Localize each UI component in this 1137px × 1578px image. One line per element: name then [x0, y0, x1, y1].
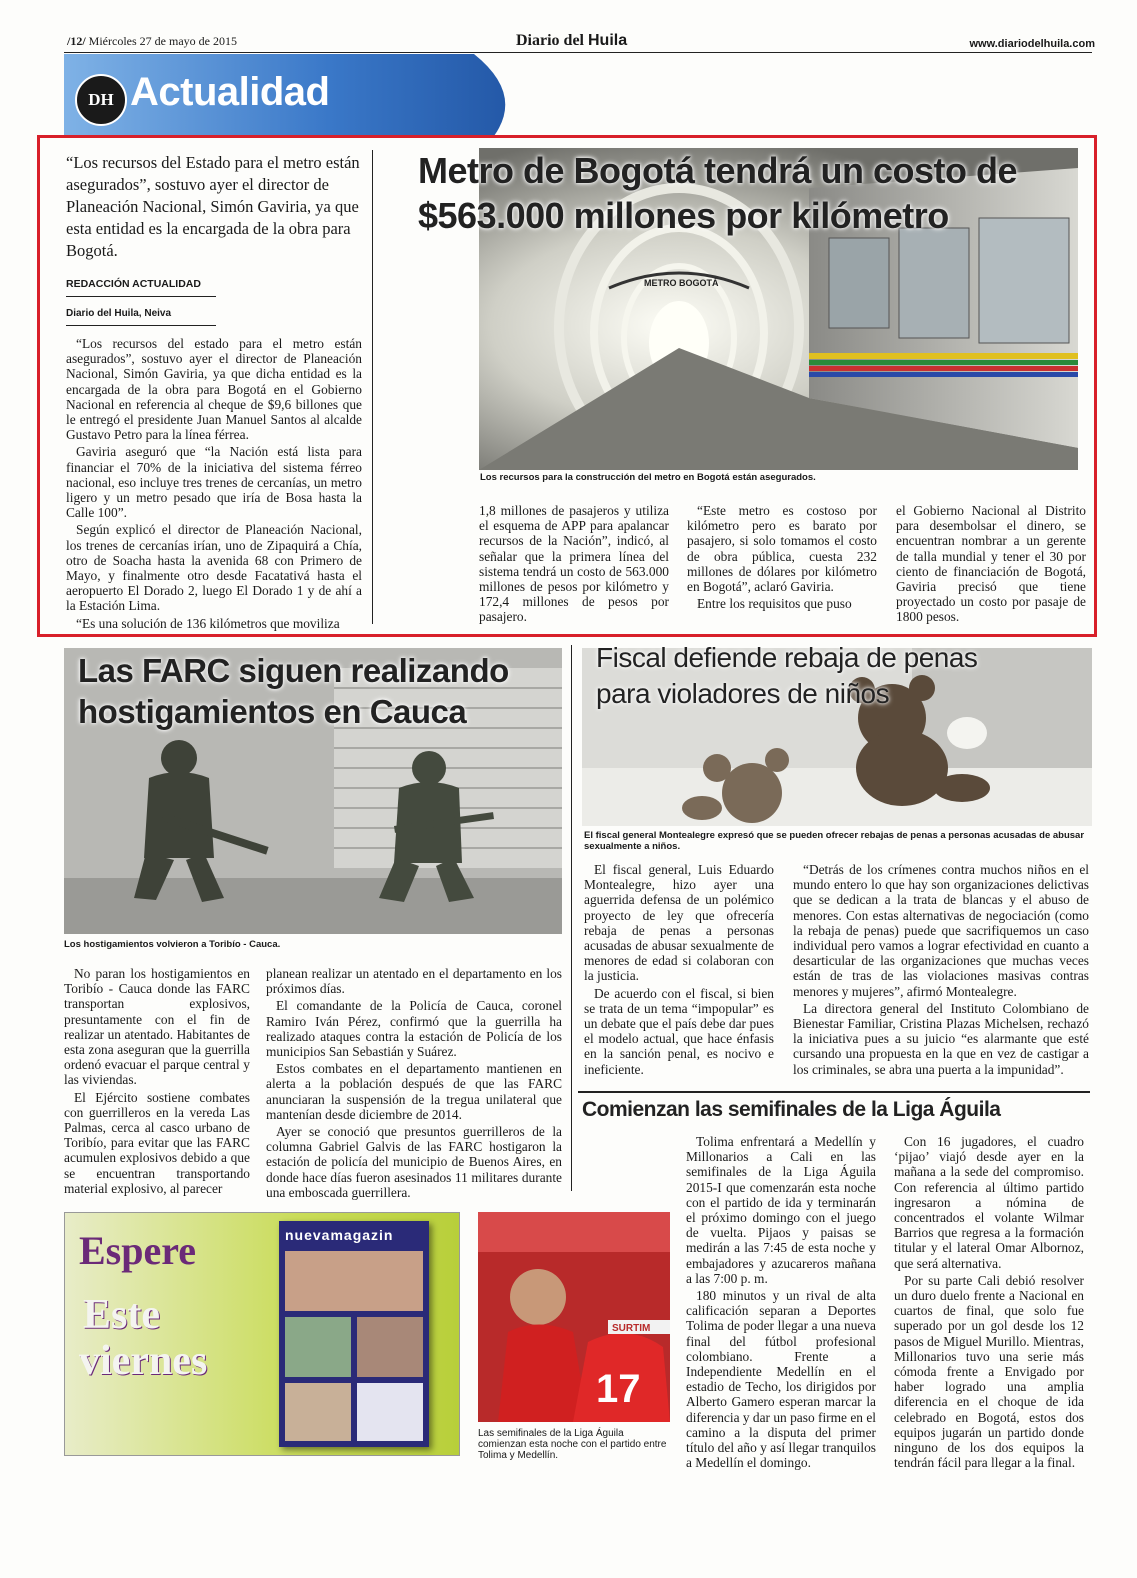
- issue-date: Miércoles 27 de mayo de 2015: [88, 34, 237, 48]
- farc-caption: Los hostigamientos volvieron a Toribío - Cauca.: [64, 939, 281, 950]
- paragraph: El Ejército sostiene combates con guerrilleros en la vereda Las Palmas, cerca al casco urbano de Toribío, para evitar que las FARC acumulen explosivos debido a que se encuentran transportando material explosivo, al parecer: [64, 1089, 250, 1196]
- section-rule: [578, 1091, 1090, 1093]
- farc-headline-line-2: hostigamientos en Cauca: [78, 693, 467, 730]
- paragraph: “Detrás de los crímenes contra muchos niños en el mundo entero lo que hay son organizaciones delictivas que se dedican a la trata de blancas y el abuso de menores. Con estas alternativas de negociación (como la rebaja de penas) puede que sacrifiquemos un caso individual pero vamos a lograr efectividad en cuanto a desarticular de las organizaciones que muchas veces están de tras de las violaciones masivas contras menores y mujeres”, afirmó Montealegre.: [793, 862, 1089, 999]
- train-stripe: [809, 353, 1078, 359]
- train-stripe: [809, 366, 1078, 371]
- cover-photo: [285, 1317, 351, 1377]
- website[interactable]: www.diariodelhuila.com: [969, 38, 1095, 50]
- paragraph: 180 minutos y un rival de alta calificación separan a Deportes Tolima de poder llegar a una nueva final del fútbol profesional colombiano. Frente a Independiente Medellín en el estadio de Techo, los dirigidos por Alberto Gamero esperan marcar la diferencia y dar un paso firme en el camino a la disputa del primer título del año y así llegar tranquilos a Medellín el domingo.: [686, 1288, 876, 1471]
- ad-line-2: Este: [83, 1292, 160, 1338]
- paragraph: “Es una solución de 136 kilómetros que moviliza: [76, 615, 340, 631]
- farc-col-2: [266, 966, 562, 1202]
- paragraph: Gaviria aseguró que “la Nación está lista para financiar el 70% de la iniciativa del sistema férreo nacional, eso incluye tres trenes de cercanías, un metro ligero y un metro pesado que iría de Bosa hasta la Calle 100”.: [66, 444, 362, 521]
- paper-name-bold: Huila: [588, 32, 628, 49]
- diaper: [947, 717, 987, 749]
- train-window: [829, 238, 889, 328]
- metro-deck: “Los recursos del Estado para el metro están asegurados”, sostuvo ayer el director de Planeación Nacional, Simón Gaviria, ya que esta entidad es la encargada de la obra para Bogotá.: [66, 153, 360, 260]
- paragraph: “Los recursos del estado para el metro están asegurados”, sostuvo ayer el director de Planeación Nacional, Simón Gaviria, ya que dicha entidad es la encargada de la obra para Bogotá en el Gobierno Nacional en referencia al cheque de $9,6 billones que le entregó el presidente Juan Manuel Santos al alcalde Gustavo Petro para la línea férrea.: [66, 336, 362, 443]
- football-players-illustration: [478, 1212, 670, 1422]
- paragraph: planean realizar un atentado en el departamento en los próximos días.: [266, 966, 562, 997]
- metro-col-2: [479, 503, 669, 627]
- paragraph: Entre los requisitos que puso: [697, 596, 852, 612]
- liga-col-2: [894, 1134, 1084, 1472]
- liga-photo: [478, 1212, 670, 1422]
- fiscal-col-1: [584, 862, 774, 1079]
- metro-col-1: [66, 336, 362, 633]
- fiscal-col-2: [793, 862, 1089, 1079]
- paragraph: De acuerdo con el fiscal, si bien se trata de un tema “impopular” es un debate que el país debe dar pues el modelo actual, que hace énfasis en la sanción penal, es nocivo e ineficiente.: [584, 985, 774, 1077]
- farc-headline-line-1: Las FARC siguen realizando: [78, 652, 509, 689]
- paragraph: Por su parte Cali debió resolver un duro duelo frente a Nacional en cuartos de final, que solo fue superado por un gol desde los 12 pasos de Miguel Murillo. Mientras, Millonarios tuvo una serie más cómoda frente a Envigado por haber logrado una amplia diferencia en el choque de ida celebrado en Bogotá, estos dos equipos jugarán un partido donde ninguno de los dos equipos la tendrán fácil para llegar a la final.: [894, 1272, 1084, 1471]
- sponsor-text: SURTIM: [612, 1323, 651, 1334]
- column-rule: [372, 150, 373, 624]
- paragraph: Según explicó el director de Planeación Nacional, los trenes de cercanías irían, uno de Zipaquirá a Chía, otro de Soacha hasta la avenida 68 con Primero de Mayo, y finalmente otro desde Facatativá hasta el aeropuerto El Dorado 2, luego El Dorado 1 y de ahí a la Estación Lima.: [66, 522, 362, 614]
- train-stripe: [809, 360, 1078, 365]
- magazine-title: nuevamagazin: [285, 1227, 394, 1243]
- paragraph: No paran los hostigamientos en Toribío - Cauca donde las FARC transportan explosivos, presuntamente con el fin de realizar un atentado. Habitantes de esta zona aseguran que la guerrilla ordenó evacuar el parque central y las viviendas.: [64, 966, 250, 1088]
- player-face: [510, 1269, 566, 1325]
- section-title: Actualidad: [130, 70, 330, 114]
- cover-text-block: [357, 1383, 423, 1441]
- train-label: METRO BOGOTÁ: [644, 278, 719, 288]
- column-rule: [571, 645, 572, 1191]
- paragraph: 1,8 millones de pasajeros y utiliza el esquema de APP para apalancar recursos de la Nación”, indicó, al señalar que la primera línea del sistema tendrá un costo de 563.000 millones de pesos por kilómetro y 172,4 millones de pesos por pasajero.: [479, 503, 669, 625]
- paragraph: Con 16 jugadores, el cuadro ‘pijao’ viajó desde ayer en la mañana a la sede del compromiso. Con referencia al último partido ingresaron a nómina de concentrados el volante Wilmar Barrios que regresa a la formación titular y el lateral Omar Albornoz, que será alternativa.: [894, 1134, 1084, 1271]
- jersey-number: 17: [596, 1367, 641, 1411]
- metro-col-3: [687, 503, 877, 613]
- farc-headline: [78, 650, 558, 732]
- metro-headline-line-2: $563.000 millones por kilómetro: [418, 195, 949, 236]
- fiscal-caption: El fiscal general Montealegre expresó que se pueden ofrecer rebajas de penas a personas acusadas de abusar sexualmente a niños.: [584, 830, 1085, 852]
- farc-col-1: [64, 966, 250, 1198]
- espere-ad[interactable]: [64, 1212, 460, 1456]
- liga-col-1: [686, 1134, 876, 1472]
- page-number: /12/: [67, 34, 86, 48]
- ad-line-3: viernes: [79, 1338, 208, 1384]
- paragraph: Ayer se conoció que presuntos guerrilleros de la columna Gabriel Galvis de las FARC hostigaron la estación de policía del municipio de Buenos Aires, en donde hace días fueron asesinados 11 militares durante una emboscada guerrillera.: [266, 1124, 562, 1200]
- metro-byline: REDACCIÓN ACTUALIDAD: [66, 278, 201, 290]
- paper-name-prefix: Diario del: [516, 32, 588, 49]
- fiscal-headline: [596, 640, 1086, 712]
- paragraph: Tolima enfrentará a Medellín y Millonarios a Cali en las semifinales de la Liga Águila 2015-I que comenzarán esta noche con el partido de ida y terminarán el próximo domingo con el juego de vuelta. Pijaos y paisas se medirán a las 7:45 de esta noche y embajadores y azucareros mañana a las 7:00 p. m.: [686, 1134, 876, 1286]
- paragraph: el Gobierno Nacional al Distrito para desembolsar el dinero, se encuentran nombrar a un gerente de talla mundial y tener el 30 por ciento de financiación de Bogotá, Gaviria precisó que tiene proyectado un costo por pasaje de 1800 pesos.: [896, 503, 1086, 625]
- paragraph: “Este metro es costoso por kilómetro pero es barato por pasajero, si solo tomamos el costo de obra pública, cuesta 232 millones de dólares por kilómetro en Bogotá”, aclaró Gaviria.: [687, 503, 877, 595]
- fiscal-headline-line-1: Fiscal defiende rebaja de penas: [596, 642, 978, 673]
- header-rule: [64, 52, 1092, 53]
- paragraph: La directora general del Instituto Colombiano de Bienestar Familiar, Cristina Plazas Michelsen, rechazó la iniciativa pues a su juicio “es alarmante que esté cursando una propuesta en la que en vez de castigar a los criminales, se abra una puerta a la impunidad”.: [793, 1000, 1089, 1077]
- metro-dateline: Diario del Huila, Neiva: [66, 308, 172, 319]
- cover-photo: [285, 1251, 423, 1311]
- metro-headline-line-1: Metro de Bogotá tendrá un costo de: [418, 150, 1018, 191]
- paragraph: El fiscal general, Luis Eduardo Montealegre, hizo ayer una aguerrida defensa de un polémico proyecto de ley que ofrecería rebaja de penas a personas acusadas de abusar sexualmente de menores de edad si colaboran con la justicia.: [584, 862, 774, 984]
- train-stripe: [809, 372, 1078, 377]
- magazine-cover: [279, 1221, 429, 1447]
- paragraph: Estos combates en el departamento mantienen en alerta a la población después de que las FARC anunciaran la suspensión de la tregua unilateral que mantenían desde diciembre de 2014.: [266, 1061, 562, 1122]
- paper-name: [516, 32, 627, 50]
- byline-rule: [66, 296, 216, 297]
- ad-line-1: Espere: [79, 1228, 197, 1273]
- paragraph: El comandante de la Policía de Cauca, coronel Ramiro Iván Pérez, confirmó que la guerrilla ha realizado ataques contra la estación de Policía de los municipios San Sebastián y Suárez.: [266, 998, 562, 1060]
- metro-col-4: [896, 503, 1086, 627]
- cover-photo: [285, 1383, 351, 1441]
- liga-caption: Las semifinales de la Liga Águila comienzan esta noche con el partido entre Tolima y Medellín.: [478, 1428, 667, 1461]
- metro-caption: Los recursos para la construcción del metro en Bogotá están asegurados.: [480, 472, 816, 483]
- metro-headline: [418, 148, 1088, 238]
- dh-logo: DH: [75, 74, 127, 126]
- liga-headline: Comienzan las semifinales de la Liga Águila: [582, 1098, 1001, 1121]
- page-folio: [67, 34, 237, 49]
- dateline-rule: [66, 325, 216, 326]
- fiscal-headline-line-2: para violadores de niños: [596, 678, 890, 709]
- train-window: [899, 228, 969, 338]
- cover-photo: [357, 1317, 423, 1377]
